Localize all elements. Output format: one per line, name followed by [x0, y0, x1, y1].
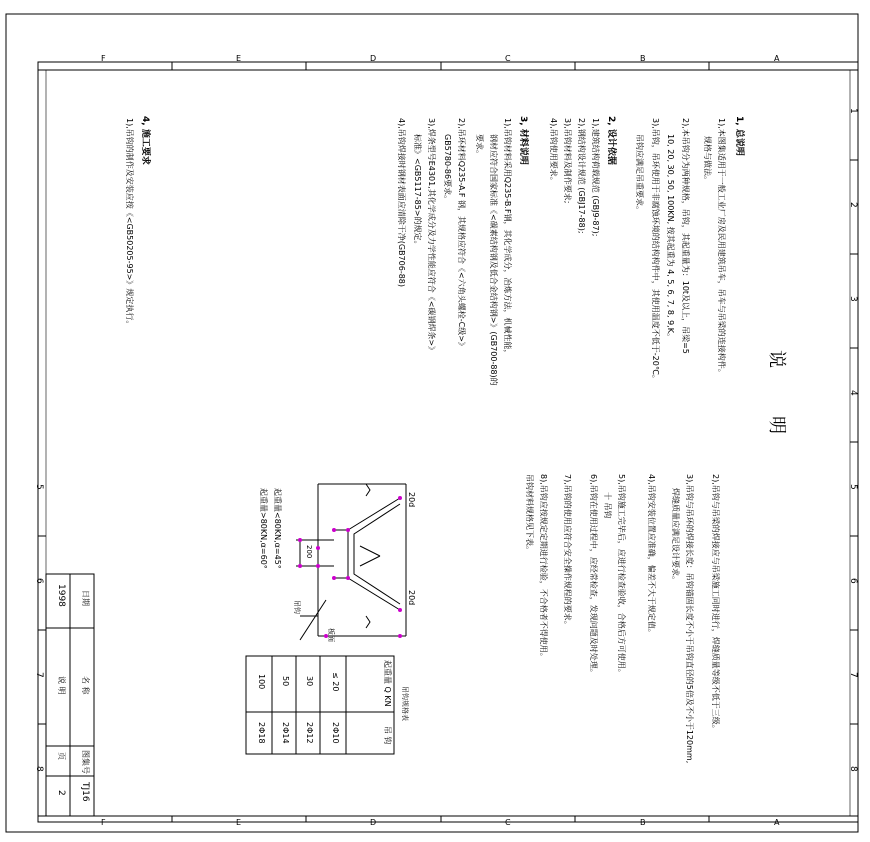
note-line-20: 4),吊钩焊接时钢材表面应清除干净(GB706-88): [397, 118, 406, 288]
table-cell-r1-c0: 30: [305, 676, 314, 687]
note2-line-4: 5),吊钩施工完毕后，应进行检查验收，合格后方可使用。: [617, 474, 626, 677]
spec-table: [246, 656, 394, 754]
note-line-9: 2),钢结构设计规范 (GBJ17-88);: [577, 118, 586, 234]
note2-line-3: 4),吊钩安装位置应准确，偏差不大于规定值。: [647, 474, 656, 637]
zone-letter-top-1: E: [236, 54, 242, 63]
zone-number-6: 7: [848, 672, 858, 678]
zone-number-2: 3: [848, 296, 858, 302]
note-line-6: 吊钩应满足吊重要求。: [635, 134, 644, 214]
note-line-16: 2),吊环材料Q235-A.F 钢，其规格应符合《<六角头螺栓-C级>》: [457, 118, 466, 350]
hook-detail-drawing: [296, 484, 406, 640]
note2-line-8: 十 吊钩: [603, 492, 612, 519]
note2-line-0: 2),吊钩与吊梁的焊接应与吊梁施工同时进行，焊缝质量等级不低于三级。: [711, 474, 720, 733]
note-line-4: 10, 20, 30, 50, 100KN, 按其起重为 4, 5, 6, 7, 8, 9,K。: [666, 134, 675, 341]
table-cell-r0-c0: ≤ 20: [331, 672, 340, 692]
note-line-10: 3),吊钩材料及制作要求;: [563, 118, 572, 204]
table-cell-r2-c0: 50: [281, 676, 290, 687]
table-header-load: 起重量 Q KN: [383, 660, 392, 707]
note-line-5: 3),吊钩，吊环使用于非腐蚀环境的结构构件中，其使用温度不低于-20℃。: [651, 118, 660, 383]
note-line-18: 3),焊条型号E4301,其化学成分及力学性能应符合《<碳钢焊条>》: [427, 118, 436, 355]
note2-line-2: 焊缝质量应满足设计要求。: [671, 488, 680, 584]
title-block: [46, 574, 94, 816]
table-cell-r2-c1: 2Φ14: [281, 722, 290, 744]
zone-number-7: 8: [848, 766, 858, 772]
note-line-2: 规格与做法。: [703, 136, 712, 184]
zone-number-0: 1: [848, 108, 858, 114]
titleblock-date-label: 日期: [81, 590, 90, 606]
page-title: 说 明: [766, 350, 787, 438]
note-line-7: 2, 设计依据: [606, 116, 616, 165]
note-line-13: 1),吊钩材料采用Q235-B.F钢，其化学成分，冶炼方法，机械性能，: [503, 118, 512, 358]
note2-line-9: 吊钩材料规格见下表。: [525, 474, 534, 554]
note-line-12: 3, 材料说明: [518, 116, 528, 165]
zone-letter-top-2: D: [370, 54, 377, 63]
titleblock-atlas-number: TJ16: [80, 782, 90, 802]
note-line-1: 1),本图集适用于一般工业厂房及民用建筑吊车，吊车与吊梁的连接构件。: [717, 118, 726, 377]
note2-line-7: 8),吊钩应按规定定期进行检验，不合格者不得使用。: [539, 474, 548, 661]
zone-letter-bottom-1: E: [236, 818, 242, 827]
note-line-3: 2),本吊钩分为两种规格，吊钩，其起重量为：10t及以上，吊梁=5: [681, 118, 690, 354]
table-cell-r3-c1: 2Φ18: [257, 722, 266, 744]
zone-number-1: 2: [848, 202, 858, 208]
note-line-0: 1, 总说明: [734, 116, 744, 156]
zone-letter-bottom-0: F: [101, 818, 106, 827]
zone-letter-bottom-3: C: [505, 818, 511, 827]
note-line-14: 钢材应符合国家标准《<碳素结构钢及低合金结构钢>》(GB700-88)的: [489, 134, 498, 386]
zone-number-5: 6: [848, 578, 858, 584]
titleblock-year: 1998: [56, 584, 66, 607]
table-cell-r3-c0: 100: [257, 674, 266, 690]
note-line-17: GB5780-86要求。: [443, 134, 452, 204]
note-line-19: 标准》<GB5117-85>的规定。: [413, 134, 422, 249]
zone-letter-bottom-4: B: [640, 818, 646, 827]
note-line-21: 4, 施工要求: [140, 116, 150, 165]
note2-line-5: 6),吊钩在使用过程中，应经常检查，发现问题及时处理。: [589, 474, 598, 677]
titleblock-atlas-label: 图集号: [81, 750, 90, 774]
note-line-15: 要求。: [475, 134, 484, 158]
dim-mid-label: 20d: [407, 590, 416, 606]
table-caption: 吊钩规格表: [401, 686, 409, 721]
zone-number-left-4: 5: [34, 484, 44, 490]
zone-number-left-7: 8: [34, 766, 44, 772]
titleblock-page-label: 页: [57, 752, 66, 760]
angle-note-2: 起重量>80KN,α=60°: [259, 488, 268, 569]
detail-markers: [298, 496, 402, 638]
zone-letter-bottom-2: D: [370, 818, 377, 827]
note-line-8: 1),建筑结构荷载规范 (GBJ9-87);: [591, 118, 600, 237]
zone-number-3: 4: [848, 390, 858, 396]
slab-label: 板面: [327, 628, 335, 642]
note-line-11: 4),吊钩使用要求。: [549, 118, 558, 185]
zone-number-4: 5: [848, 484, 858, 490]
dim-top-label: 20d: [407, 492, 416, 508]
zone-number-left-5: 6: [34, 578, 44, 584]
note2-line-1: 3),吊钩与吊环的焊接长度：吊钩锚固长度不小于吊钩直径的5倍及不小于120mm,: [685, 474, 694, 764]
note-line-22: 1),吊钩的制作及安装应按《<GB50205-95>》规定执行。: [125, 118, 134, 329]
table-header-hook: 吊 钩: [383, 726, 392, 745]
table-cell-r1-c1: 2Φ12: [305, 722, 314, 744]
zone-letter-bottom-5: A: [774, 818, 780, 827]
titleblock-page-number: 2: [56, 790, 66, 796]
zone-number-left-6: 7: [34, 672, 44, 678]
zone-letter-top-5: A: [774, 54, 780, 63]
zone-letter-top-3: C: [505, 54, 511, 63]
zone-letter-top-4: B: [640, 54, 646, 63]
titleblock-name-label: 名 称: [81, 676, 90, 695]
table-cell-r0-c1: 2Φ10: [331, 722, 340, 744]
dim-height-label: 200: [305, 545, 313, 559]
note2-line-6: 7),吊钩的使用应符合安全操作规程的要求。: [563, 474, 572, 629]
angle-note-1: 起重量<80KN,α=45°: [273, 488, 282, 569]
bar-label: 吊钩: [293, 600, 301, 614]
zone-letter-top-0: F: [101, 54, 106, 63]
titleblock-name: 说 明: [57, 676, 66, 695]
